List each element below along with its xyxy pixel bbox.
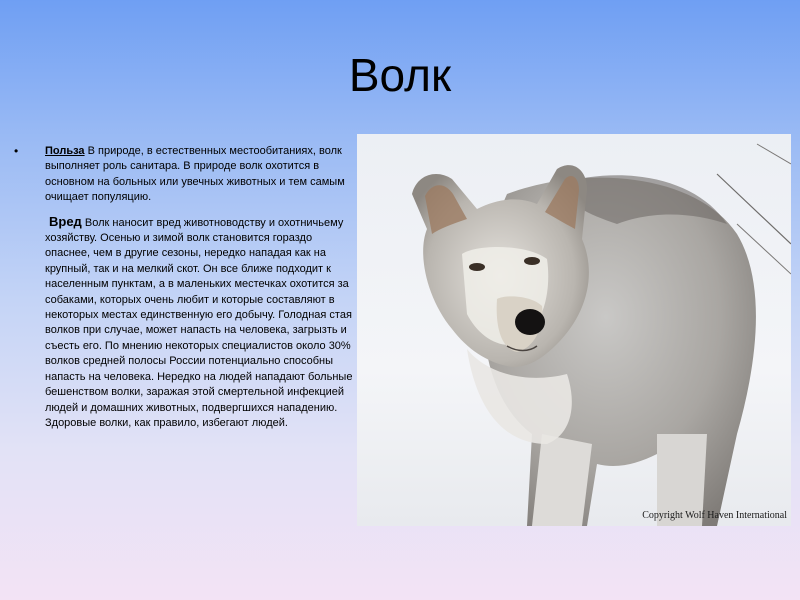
bullet-icon: • [14, 144, 19, 158]
harm-text: Волк наносит вред животноводству и охотничьему хозяйству. Осенью и зимой волк становится гораздо опаснее, чем в другие сезоны, нередко нападая как на крупный, так и на мелкий скот. Он все ближе подходит к населенным пунктам, а в маленьких местечках охотится за собаками, которых очень любит и которые составляют в некоторых местах единственную его добычу. Голодная стая волков при случае, может напасть на человека, загрызть и съесть его. По мнению некоторых специалистов около 30% волков средней полосы России потенциально способны напасть на человека. Нередко на людей нападают больные бешенством волки, заражая этой смертельной инфекцией людей и домашних животных, подвергшихся нападению. Здоровые волки, как правило, избегают людей. [45, 216, 353, 429]
photo-copyright: Copyright Wolf Haven International [642, 510, 787, 521]
slide-title: Волк [348, 49, 452, 101]
wolf-illustration [357, 134, 791, 526]
benefit-paragraph [45, 144, 359, 206]
benefit-text: В природе, в естественных местообитаниях, волк выполняет роль санитара. В природе волк охотится в основном на больных или увечных животных и тем самым очищает популяцию. [45, 145, 345, 204]
harm-paragraph [45, 214, 359, 432]
text-block [14, 144, 359, 431]
benefit-term: Польза [45, 145, 85, 157]
wolf-photo [357, 134, 791, 526]
harm-term: Вред [49, 213, 82, 229]
